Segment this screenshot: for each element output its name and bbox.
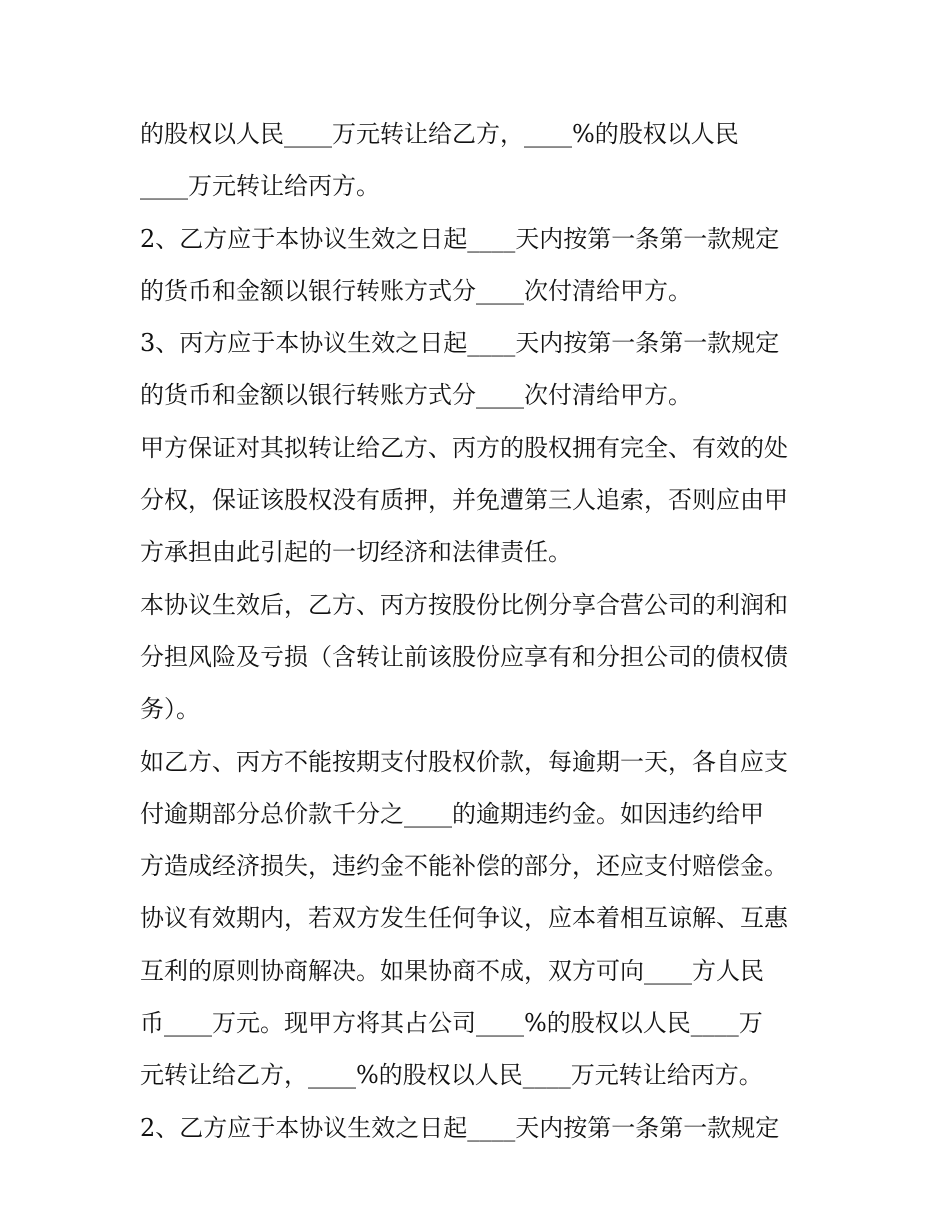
text-line: 2、乙方应于本协议生效之日起____天内按第一条第一款规定 [140,224,780,253]
text-line: 的货币和金额以银行转账方式分____次付清给甲方。 [140,381,692,410]
text-line: 互利的原则协商解决。如果协商不成，双方可向____方人民 [140,956,764,985]
text-line: 本协议生效后，乙方、丙方按股份比例分享合营公司的利润和 [140,590,788,619]
text-line: 方承担由此引起的一切经济和法律责任。 [140,538,572,567]
text-line: 的股权以人民____万元转让给乙方，____%的股权以人民 [140,120,739,148]
text-line: 分担风险及亏损（含转让前该股份应享有和分担公司的债权债 [140,642,788,671]
text-line: 分权，保证该股权没有质押，并免遭第三人追索，否则应由甲 [140,486,788,515]
text-line: 付逾期部分总价款千分之____的逾期违约金。如因违约给甲 [140,799,764,828]
text-line: 协议有效期内，若双方发生任何争议，应本着相互谅解、互惠 [140,904,788,933]
text-line: 甲方保证对其拟转让给乙方、丙方的股权拥有完全、有效的处 [140,433,788,462]
text-line: 元转让给乙方，____%的股权以人民____万元转让给丙方。 [140,1061,763,1090]
text-line: ____万元转让给丙方。 [140,172,380,201]
text-line: 2、乙方应于本协议生效之日起____天内按第一条第一款规定 [140,1113,780,1142]
text-line: 的货币和金额以银行转账方式分____次付清给甲方。 [140,276,692,305]
text-line: 如乙方、丙方不能按期支付股权价款，每逾期一天，各自应支 [140,747,788,776]
text-line: 方造成经济损失，违约金不能补偿的部分，还应支付赔偿金。 [140,852,788,881]
text-line: 3、丙方应于本协议生效之日起____天内按第一条第一款规定 [140,329,780,358]
document-body [140,108,840,1154]
text-line: 币____万元。现甲方将其占公司____%的股权以人民____万 [140,1009,763,1038]
text-line: 务）。 [140,695,200,724]
